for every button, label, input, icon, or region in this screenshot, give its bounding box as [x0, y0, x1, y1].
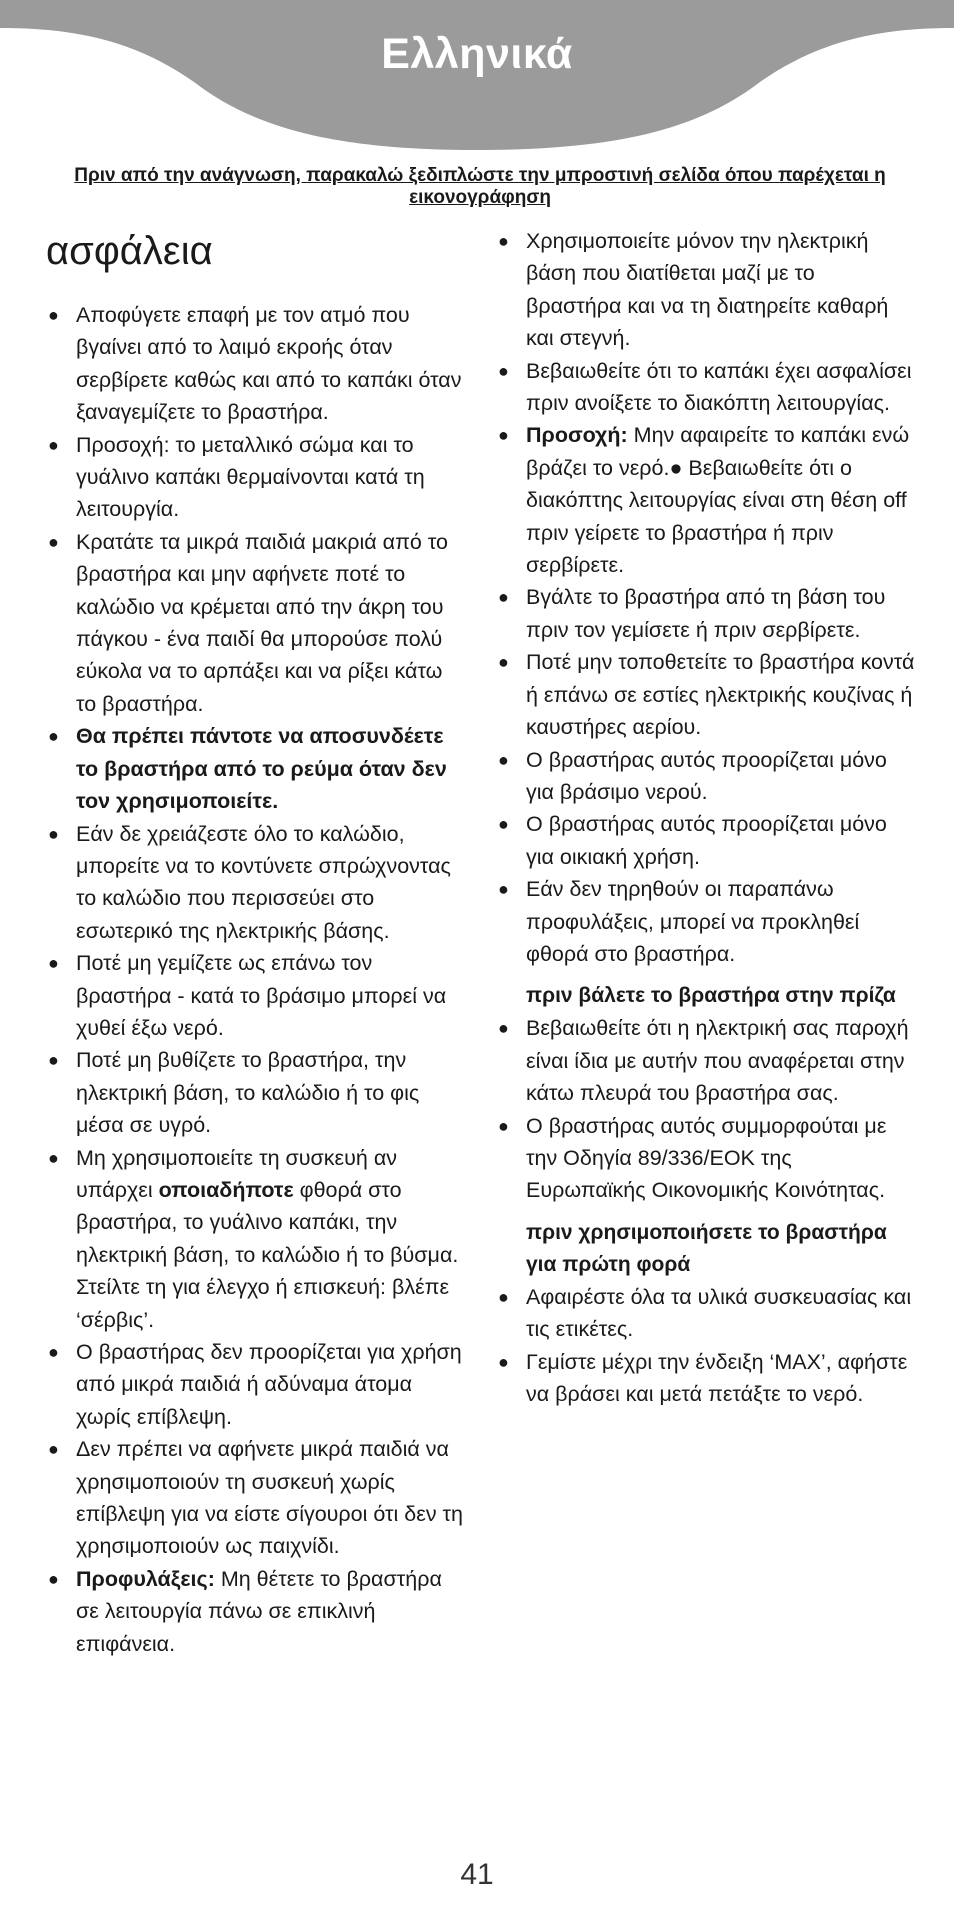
bullet-icon: ●	[498, 814, 509, 835]
bullet-icon: ●	[48, 1568, 59, 1589]
bullet-icon: ●	[48, 1439, 59, 1460]
list-item	[496, 1346, 916, 1411]
bullet-icon: ●	[48, 1147, 59, 1168]
list-item	[46, 947, 466, 1044]
bullet-icon: ●	[48, 1050, 59, 1071]
item-text: Δεν πρέπει να αφήνετε μικρά παιδιά να χρησιμοποιούν τη συσκευή χωρίς επίβλεψη για να είστε σίγουροι ότι δεν τη χρησιμοποιούν ως παιχνίδι.	[76, 1437, 463, 1559]
bullet-icon: ●	[48, 726, 59, 747]
list-item	[46, 429, 466, 526]
item-text: Αποφύγετε επαφή με τον ατμό που βγαίνει από το λαιμό εκροής όταν σερβίρετε καθώς και από το καπάκι όταν ξαναγεμίζετε το βραστήρα.	[76, 303, 462, 425]
item-text: Ο βραστήρας αυτός προορίζεται μόνο για βράσιμο νερού.	[526, 747, 887, 804]
item-text: Ποτέ μη βυθίζετε το βραστήρα, την ηλεκτρική βάση, το καλώδιο ή το φις μέσα σε υγρό.	[76, 1048, 420, 1138]
item-text-bold: Θα πρέπει πάντοτε να αποσυνδέετε το βραστήρα από το ρεύμα όταν δεν τον χρησιμοποιείτε.	[76, 724, 447, 814]
list-item	[46, 818, 466, 948]
item-text: Εάν δε χρειάζεστε όλο το καλώδιο, μπορείτε να το κοντύνετε σπρώχνοντας το καλώδιο που περισσεύει στο εσωτερικό της ηλεκτρικής βάσης.	[76, 821, 451, 943]
item-text: φθορά στο βραστήρα, το γυάλινο καπάκι, την ηλεκτρική βάση, το καλώδιο ή το βύσμα. Στείλτε τη για έλεγχο ή επισκευή: βλέπε ‘σέρβις’.	[76, 1177, 459, 1332]
list-item	[496, 873, 916, 970]
item-text-bold: οποιαδήποτε	[158, 1177, 294, 1202]
subsection-title-first-use: πριν χρησιμοποιήσετε το βραστήρα για πρώτη φορά	[526, 1220, 887, 1276]
first-use-list	[496, 1281, 916, 1411]
list-item	[496, 419, 916, 581]
item-text: Ο βραστήρας δεν προορίζεται για χρήση από μικρά παιδιά ή αδύναμα άτομα χωρίς επίβλεψη.	[76, 1340, 462, 1429]
bullet-icon: ●	[48, 531, 59, 552]
list-item	[496, 1281, 916, 1346]
item-text: Αφαιρέστε όλα τα υλικά συσκευασίας και τις ετικέτες.	[526, 1284, 912, 1342]
right-column	[496, 225, 916, 1410]
list-item	[46, 720, 466, 817]
item-text: Βγάλτε το βραστήρα από τη βάση του πριν τον γεμίσετε ή πριν σερβίρετε.	[526, 585, 886, 642]
list-item	[46, 1433, 466, 1563]
list-item	[46, 1336, 466, 1433]
bullet-icon: ●	[498, 652, 509, 673]
list-item	[46, 299, 466, 429]
bullet-icon: ●	[498, 425, 509, 446]
item-text: Ο βραστήρας αυτός συμμορφούται με την Οδηγία 89/336/ΕΟΚ της Ευρωπαϊκής Οικονομικής Κοινότητας.	[526, 1113, 887, 1203]
section-title: ασφάλεια	[46, 229, 213, 273]
bullet-icon: ●	[498, 1351, 509, 1372]
bullet-icon: ●	[498, 360, 509, 381]
bullet-icon: ●	[498, 749, 509, 770]
list-item	[496, 646, 916, 743]
plug-in-list	[496, 1012, 916, 1206]
item-text: Κρατάτε τα μικρά παιδιά μακριά από το βραστήρα και μην αφήνετε ποτέ το καλώδιο να κρέμεται από την άκρη του πάγκου - ένα παιδί θα μπορούσε πολύ εύκολα να το αρπάξει και να ρίξει κάτω το βραστήρα.	[76, 529, 449, 716]
item-text-bold: Προφυλάξεις:	[76, 1566, 215, 1591]
subsection-title-plug-in: πριν βάλετε το βραστήρα στην πρίζα	[526, 984, 896, 1008]
item-text: Προσοχή: το μεταλλικό σώμα και το γυάλινο καπάκι θερμαίνονται κατά τη λειτουργία.	[76, 432, 425, 522]
list-item	[496, 355, 916, 420]
item-text: Ο βραστήρας αυτός προορίζεται μόνο για οικιακή χρήση.	[526, 812, 887, 869]
list-item	[496, 1110, 916, 1207]
bullet-icon: ●	[498, 231, 509, 251]
bullet-icon: ●	[48, 305, 59, 325]
list-item	[46, 1142, 466, 1336]
header-title: Ελληνικά	[381, 30, 573, 78]
page-number: 41	[460, 1858, 494, 1891]
item-text: Χρησιμοποιείτε μόνον την ηλεκτρική βάση που διατίθεται μαζί με το βραστήρα και να τη διατηρείτε καθαρή και στεγνή.	[526, 229, 889, 351]
item-text: Μη χρησιμοποιείτε τη συσκευή αν υπάρχει	[76, 1145, 397, 1202]
list-item	[496, 225, 916, 355]
bullet-icon: ●	[48, 1342, 59, 1362]
bullet-icon: ●	[498, 1018, 509, 1039]
list-item	[496, 1012, 916, 1109]
item-text: Βεβαιωθείτε ότι το καπάκι έχει ασφαλίσει πριν ανοίξετε το διακόπτη λειτουργίας.	[526, 358, 912, 416]
item-text-bold: Προσοχή:	[526, 423, 628, 448]
header-band	[0, 0, 954, 152]
bullet-icon: ●	[498, 879, 509, 900]
item-text: Εάν δεν τηρηθούν οι παραπάνω προφυλάξεις, μπορεί να προκληθεί φθορά στο βραστήρα.	[526, 877, 860, 966]
item-text: Ποτέ μην τοποθετείτε το βραστήρα κοντά ή επάνω σε εστίες ηλεκτρικής κουζίνας ή καυστήρες αερίου.	[526, 650, 915, 740]
item-text: Γεμίστε μέχρι την ένδειξη ‘MAX’, αφήστε να βράσει και μετά πετάξτε το νερό.	[526, 1349, 908, 1406]
list-item	[496, 808, 916, 873]
item-text: Μη θέτετε το βραστήρα σε λειτουργία πάνω σε επικλινή επιφάνεια.	[76, 1566, 442, 1656]
item-text: Βεβαιωθείτε ότι η ηλεκτρική σας παροχή είναι ίδια με αυτήν που αναφέρεται στην κάτω πλευρά του βραστήρα σας.	[526, 1016, 909, 1106]
list-item	[46, 1563, 466, 1660]
bullet-icon: ●	[498, 587, 509, 608]
unfold-notice: Πριν από την ανάγνωση, παρακαλώ ξεδιπλώστε την μπροστινή σελίδα όπου παρέχεται η εικονογράφηση	[74, 165, 886, 208]
left-column	[46, 225, 466, 1660]
safety-list-left	[46, 299, 466, 1660]
list-item	[496, 581, 916, 646]
bullet-icon: ●	[498, 1115, 509, 1136]
list-item	[46, 526, 466, 720]
bullet-icon: ●	[48, 953, 59, 974]
list-item	[46, 1044, 466, 1141]
safety-list-right	[496, 225, 916, 970]
bullet-icon: ●	[48, 823, 59, 844]
item-text: Ποτέ μη γεμίζετε ως επάνω τον βραστήρα - κατά το βράσιμο μπορεί να χυθεί έξω νερό.	[76, 951, 447, 1040]
list-item	[496, 744, 916, 809]
item-text: Μην αφαιρείτε το καπάκι ενώ βράζει το νερό.● Βεβαιωθείτε ότι ο διακόπτης λειτουργίας είναι στη θέση off πριν γείρετε το βραστήρα ή πριν σερβίρετε.	[526, 423, 910, 578]
bullet-icon: ●	[48, 434, 59, 455]
bullet-icon: ●	[498, 1286, 509, 1307]
